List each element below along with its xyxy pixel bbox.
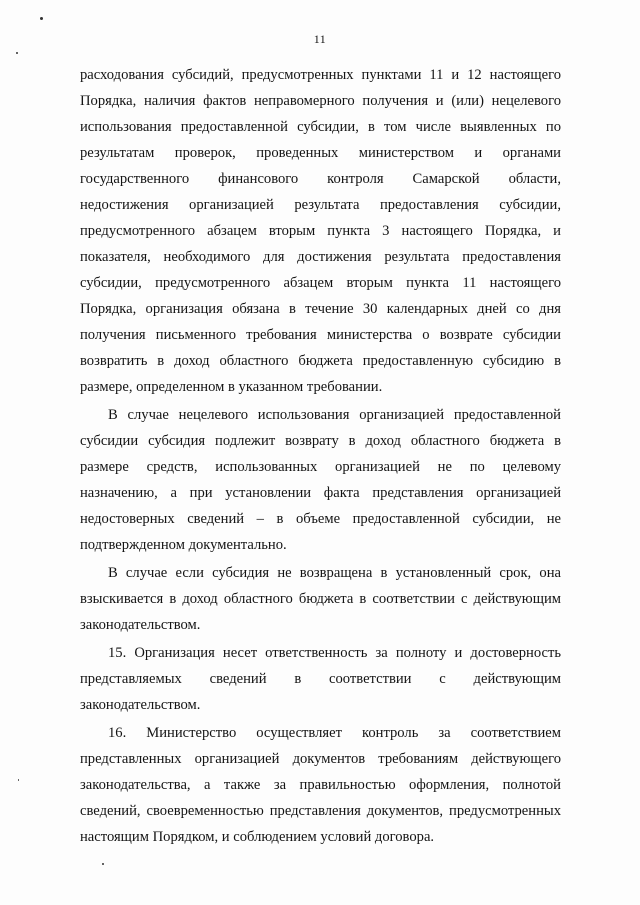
text-line: субсидии, предусмотренного абзацем вторым пункта 11 настоящего	[80, 275, 561, 291]
paragraph-item-16	[80, 720, 561, 850]
text-line: 16. Министерство осуществляет контроль за соответствием	[108, 725, 561, 741]
page-number: 11	[313, 32, 327, 46]
text-line: Порядка, организация обязана в течение 30 календарных дней со дня	[80, 301, 561, 317]
text-line: назначению, а при установлении факта представления организацией	[80, 485, 561, 501]
text-line: настоящим Порядком, и соблюдением условий договора.	[80, 829, 435, 845]
text-line: Порядка, наличия фактов неправомерного получения и (или) нецелевого	[80, 93, 561, 109]
text-line: предусмотренного абзацем вторым пункта 3 настоящего Порядка, и	[80, 223, 561, 239]
paragraph-item-15	[80, 640, 561, 718]
paragraph-recovery	[80, 560, 561, 638]
text-line: законодательством.	[80, 617, 201, 633]
scan-speck	[18, 779, 19, 781]
text-line: получения письменного требования министерства о возврате субсидии	[80, 327, 561, 343]
scan-speck	[40, 17, 43, 20]
scan-speck	[16, 52, 18, 54]
text-line: подтвержденном документально.	[80, 537, 287, 553]
text-line: недостоверных сведений – в объеме предоставленной субсидии, не	[80, 511, 561, 527]
text-line: сведений, своевременностью представления документов, предусмотренных	[80, 803, 561, 819]
text-line: законодательства, а также за правильностью оформления, полнотой	[80, 777, 561, 793]
text-line: 15. Организация несет ответственность за полноту и достоверность	[108, 645, 561, 661]
text-line: взыскивается в доход областного бюджета в соответствии с действующим	[80, 591, 561, 607]
text-line: расходования субсидий, предусмотренных пунктами 11 и 12 настоящего	[80, 67, 561, 83]
document-body	[80, 62, 561, 850]
text-line: возвратить в доход областного бюджета предоставленную субсидию в	[80, 353, 561, 369]
text-line: результатам проверок, проведенных министерством и органами	[80, 145, 561, 161]
text-line: представляемых сведений в соответствии с действующим	[80, 671, 561, 687]
paragraph-subsidy-return-conditions	[80, 62, 561, 400]
text-line: показателя, необходимого для достижения результата предоставления	[80, 249, 561, 265]
text-line: размере, определенном в указанном требовании.	[80, 379, 383, 395]
text-line: субсидии субсидия подлежит возврату в доход областного бюджета в	[80, 433, 561, 449]
text-line: В случае нецелевого использования организацией предоставленной	[108, 407, 561, 423]
paragraph-misuse-return	[80, 402, 561, 558]
text-line: недостижения организацией результата предоставления субсидии,	[80, 197, 561, 213]
text-line: использования предоставленной субсидии, в том числе выявленных по	[80, 119, 561, 135]
text-line: представленных организацией документов требованиям действующего	[80, 751, 561, 767]
text-line: государственного финансового контроля Самарской области,	[80, 171, 561, 187]
scan-speck	[102, 863, 104, 865]
text-line: законодательством.	[80, 697, 201, 713]
text-line: размере средств, использованных организацией не по целевому	[80, 459, 561, 475]
text-line: В случае если субсидия не возвращена в установленный срок, она	[108, 565, 561, 581]
